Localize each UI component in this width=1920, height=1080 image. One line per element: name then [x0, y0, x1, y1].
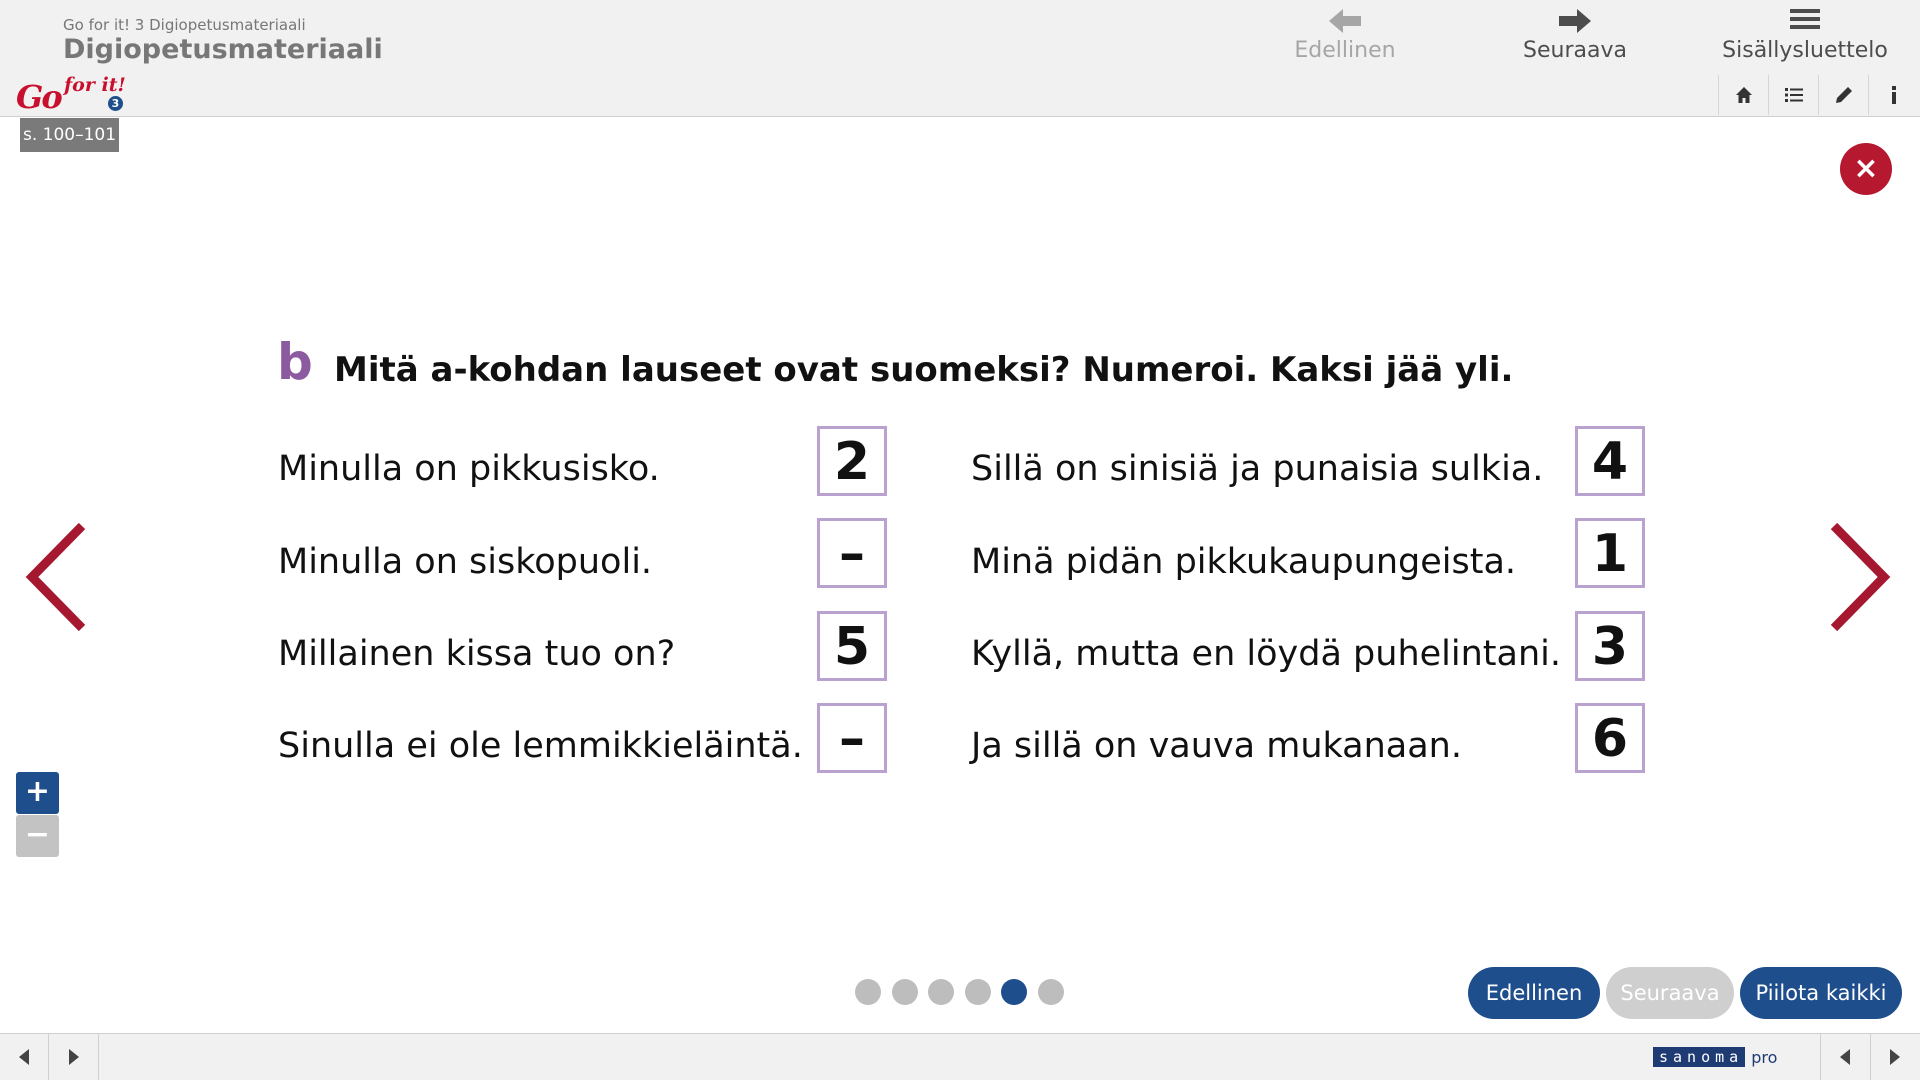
arrow-left-icon	[1275, 0, 1415, 38]
series-title: Go for it! 3 Digiopetusmateriaali	[63, 16, 306, 34]
left-sentence-1: Minulla on pikkusisko.	[278, 449, 660, 489]
top-header	[0, 0, 1920, 117]
list-button[interactable]	[1768, 75, 1818, 115]
chevron-left-icon	[20, 522, 90, 632]
right-answer-box-2[interactable]: 1	[1575, 518, 1645, 588]
plus-icon: +	[24, 774, 51, 809]
list-icon	[1785, 87, 1803, 103]
triangle-right-icon	[1890, 1049, 1900, 1065]
pencil-button[interactable]	[1818, 75, 1868, 115]
header-prev-button[interactable]	[1275, 0, 1415, 75]
arrow-right-icon	[1505, 0, 1645, 38]
pager-dot-4[interactable]	[965, 979, 991, 1005]
close-icon: ×	[1853, 151, 1879, 186]
menu-icon	[1715, 0, 1895, 38]
header-next-button[interactable]	[1505, 0, 1645, 75]
info-button[interactable]	[1868, 75, 1918, 115]
close-button[interactable]	[1840, 143, 1892, 195]
right-sentence-2: Minä pidän pikkukaupungeista.	[971, 542, 1517, 582]
zoom-in-button[interactable]	[16, 772, 59, 814]
pager-dot-2[interactable]	[892, 979, 918, 1005]
pager-dot-5[interactable]	[1001, 979, 1027, 1005]
right-sentence-4: Ja sillä on vauva mukanaan.	[971, 726, 1462, 766]
left-answer-box-1[interactable]: 2	[817, 426, 887, 496]
triangle-right-icon	[69, 1049, 79, 1065]
footer-next-button[interactable]	[50, 1034, 99, 1080]
header-prev-label: Edellinen	[1294, 38, 1396, 63]
pager-dot-1[interactable]	[855, 979, 881, 1005]
exercise-instruction: Mitä a-kohdan lauseet ovat suomeksi? Numeroi. Kaksi jää yli.	[334, 350, 1514, 390]
footer-page-prev-button[interactable]	[1820, 1034, 1869, 1080]
sanoma-pro-logo	[1653, 1047, 1777, 1067]
zoom-out-button[interactable]	[16, 815, 59, 857]
brand-main: sanoma	[1653, 1047, 1745, 1067]
chevron-right-icon	[1826, 522, 1896, 632]
pager-dot-6[interactable]	[1038, 979, 1064, 1005]
right-answer-box-1[interactable]: 4	[1575, 426, 1645, 496]
go-for-it-logo	[16, 74, 126, 116]
logo-number: 3	[108, 96, 123, 111]
table-of-contents-button[interactable]	[1715, 0, 1895, 75]
toc-label: Sisällysluettelo	[1722, 38, 1888, 63]
footer-prev-button[interactable]	[0, 1034, 49, 1080]
exercise-letter: b	[277, 333, 313, 391]
logo-go: Go	[16, 78, 61, 116]
right-sentence-1: Sillä on sinisiä ja punaisia sulkia.	[971, 449, 1544, 489]
previous-slide-arrow[interactable]	[20, 522, 90, 632]
bottom-bar	[0, 1033, 1920, 1080]
info-icon	[1890, 86, 1898, 104]
left-answer-box-4[interactable]: –	[817, 703, 887, 773]
footer-page-next-button[interactable]	[1870, 1034, 1919, 1080]
right-sentence-3: Kyllä, mutta en löydä puhelintani.	[971, 634, 1561, 674]
left-answer-box-2[interactable]: –	[817, 518, 887, 588]
right-answer-box-3[interactable]: 3	[1575, 611, 1645, 681]
next-slide-arrow[interactable]	[1826, 522, 1896, 632]
left-answer-box-3[interactable]: 5	[817, 611, 887, 681]
minus-icon: −	[24, 817, 51, 852]
header-next-label: Seuraava	[1523, 38, 1627, 63]
triangle-left-icon	[19, 1049, 29, 1065]
left-sentence-2: Minulla on siskopuoli.	[278, 542, 653, 582]
page-badge: s. 100–101	[20, 118, 119, 152]
pencil-icon	[1835, 86, 1853, 104]
left-sentence-3: Millainen kissa tuo on?	[278, 634, 676, 674]
home-button[interactable]	[1718, 75, 1768, 115]
logo-forit: for it!	[64, 74, 126, 96]
pager-dot-3[interactable]	[928, 979, 954, 1005]
product-title: Digiopetusmateriaali	[63, 34, 383, 65]
hide-all-button[interactable]: Piilota kaikki	[1740, 967, 1902, 1019]
next-button[interactable]: Seuraava	[1606, 967, 1734, 1019]
triangle-left-icon	[1840, 1049, 1850, 1065]
previous-button[interactable]: Edellinen	[1468, 967, 1600, 1019]
left-sentence-4: Sinulla ei ole lemmikkieläintä.	[278, 726, 803, 766]
right-answer-box-4[interactable]: 6	[1575, 703, 1645, 773]
brand-sub: pro	[1751, 1047, 1778, 1067]
home-icon	[1735, 86, 1753, 104]
